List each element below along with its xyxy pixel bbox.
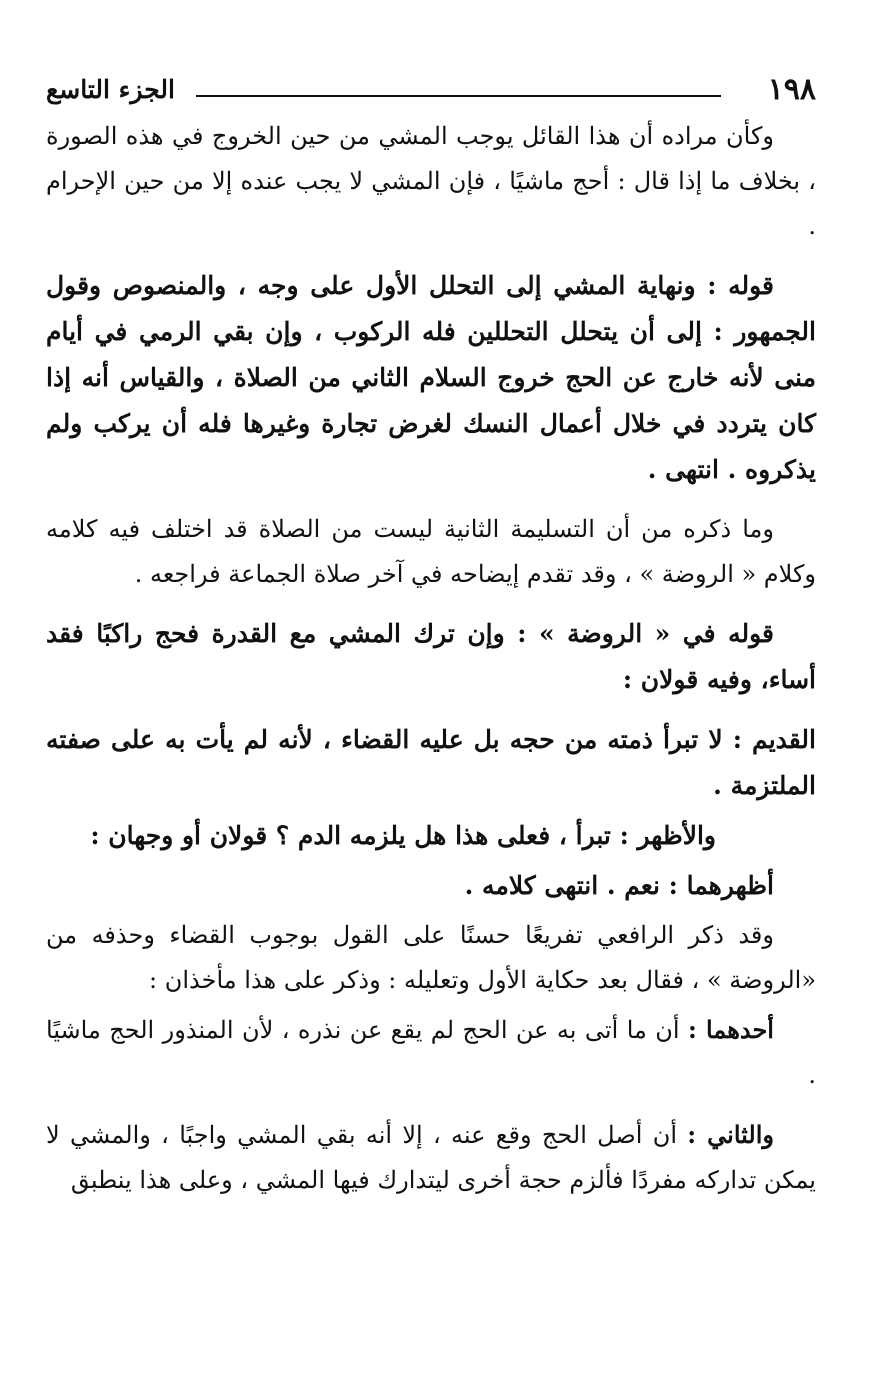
paragraph: وقد ذكر الرافعي تفريعًا حسنًا على القول بوجوب القضاء وحذفه من «الروضة » ، فقال بعد حكاية الأول وتعليله : وذكر على هذا مأخذان : (46, 921, 816, 994)
paragraph: أظهرهما : نعم . انتهى كلامه . (464, 871, 774, 900)
paragraph: وكأن مراده أن هذا القائل يوجب المشي من حين الخروج في هذه الصورة ، بخلاف ما إذا قال : أحج ماشيًا ، فإن المشي لا يجب عنده إلا من حين الإحرام . (46, 122, 816, 240)
paragraph (46, 1112, 816, 1203)
paragraph: وما ذكره من أن التسليمة الثانية ليست من الصلاة قد اختلف فيه كلامه وكلام « الروضة » ، وقد تقدم إيضاحه في آخر صلاة الجماعة فراجعه . (46, 515, 816, 588)
paragraph: قوله : ونهاية المشي إلى التحلل الأول على وجه ، والمنصوص وقول الجمهور : إلى أن يتحلل التحللين فله الركوب ، وإن بقي الرمي في أيام منى لأنه خارج عن الحج خروج السلام الثاني من الصلاة ، والقياس أنه إذا كان يتردد في خلال أعمال النسك لغرض تجارة وغيرها فله أن يركب ولم يذكروه . انتهى . (46, 271, 816, 484)
running-title: الجزء التاسع (46, 75, 175, 104)
page-header (46, 70, 816, 114)
paragraph-body: أن ما أتى به عن الحج لم يقع عن نذره ، لأن المنذور الحج ماشيًا . (46, 1016, 816, 1089)
paragraph: والأظهر : تبرأ ، فعلى هذا هل يلزمه الدم ؟ قولان أو وجهان : (90, 821, 716, 850)
paragraph (46, 1007, 816, 1098)
page-number: ١٩٨ (767, 72, 816, 107)
paragraph-lead: والثاني : (687, 1120, 774, 1149)
paragraph-body: أن أصل الحج وقع عنه ، إلا أنه بقي المشي واجبًا ، والمشي لا يمكن تداركه مفردًا فألزم حجة أخرى ليتدارك فيها المشي ، وعلى هذا ينطبق (46, 1121, 816, 1194)
paragraph: القديم : لا تبرأ ذمته من حجه بل عليه القضاء ، لأنه لم يأت به على صفته الملتزمة . (46, 725, 816, 800)
paragraph-lead: أحدهما : (688, 1015, 774, 1044)
paragraph: قوله في « الروضة » : وإن ترك المشي مع القدرة فحج راكبًا فقد أساء، وفيه قولان : (46, 619, 816, 694)
book-page (46, 70, 816, 1203)
header-rule (196, 95, 721, 97)
